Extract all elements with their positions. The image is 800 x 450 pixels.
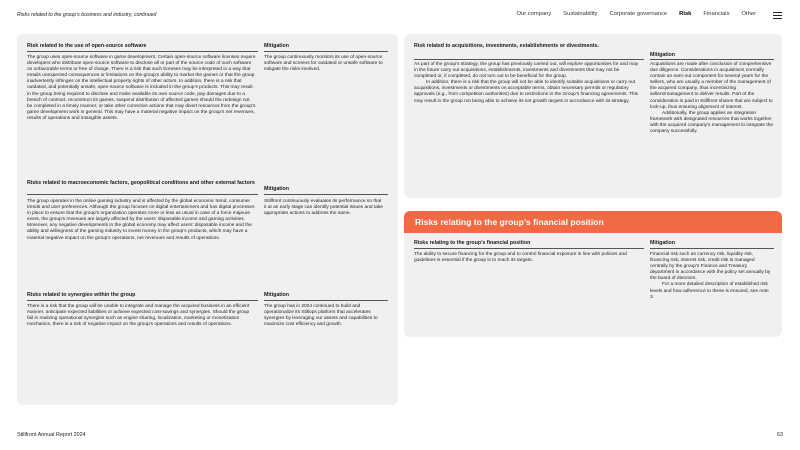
nav-sustainability[interactable]: Sustainability xyxy=(563,11,598,17)
divider xyxy=(650,248,774,249)
synergies-mitigation-title: Mitigation xyxy=(264,292,290,298)
acquisitions-mitigation-text xyxy=(650,62,774,135)
acquisitions-risk-paragraph-1: As part of the group’s strategy, the group has previously carried out, will explore opportunities for and may in the future carry out acquisitions, establishments, investments and divestments that may not be completed or, if completed, do not turn out to be beneficial for the group. xyxy=(414,62,639,80)
macroeconomic-risk-title: Risks related to macroeconomic factors, geopolitical conditions and other external factors xyxy=(27,180,255,186)
acquisitions-mitigation-title: Mitigation xyxy=(650,52,676,58)
divider xyxy=(264,51,388,52)
divider xyxy=(650,59,774,60)
divider xyxy=(27,300,258,301)
divider xyxy=(264,300,388,301)
divider xyxy=(264,194,388,195)
financial-mitigation-text xyxy=(650,252,772,301)
divider xyxy=(27,51,258,52)
divider xyxy=(414,59,644,60)
financial-risk-title: Risks relating to the group’s financial position xyxy=(414,240,531,246)
nav-financials[interactable]: Financials xyxy=(703,11,730,17)
financial-risk-text: The ability to secure financing for the group and to control financial exposure in line with policies and guidelines is essential if the group is to reach its targets. xyxy=(414,252,627,264)
open-source-risk-text: The group uses open-source software in game development. Certain open-source software licenses require developers who distribute open-source software to disclose all or part of the source code of such software on unfavorable terms or free of charge. There is a risk that such licenses may be interpreted in a way that entails unexpected consequences or limitations on the group’s ability to market the games or that the group inadvertently infringes on the intellectual property rights of other actors. In addition, there is a risk that outdated, and potentially unsafe, open-source software is included in the group’s products. This may result in the group being required to disclose and make available its own source code, pay damages due to a breach of contract, reconstruct its games, suspend distribution of affected games should the redesign not be completed in a timely manner, or take other corrective actions that may divert resources from the group’s game development work in general. This may have a material negative impact on the group’s net revenues, results of operations and intangible assets. xyxy=(27,55,256,121)
acquisitions-mitigation-paragraph-1: Acquisitions are made after conclusion of comprehensive due diligence. Considerations in acquisitions normally contain an earn-out component for several years for the sellers, who are usually a member of the management of the acquired company, thus incentivizing sellers/management to deliver results. Part of the consideration is paid in Stillfront shares that are subject to lock-up, thus ensuring alignment of interest. xyxy=(650,62,773,110)
synergies-risk-title: Risks related to synergies within the group xyxy=(27,292,136,298)
divider xyxy=(27,194,258,195)
nav-our-company[interactable]: Our company xyxy=(516,11,552,17)
open-source-risk-title: Risk related to the use of open-source software xyxy=(27,43,147,49)
acquisitions-risk-text xyxy=(414,62,642,105)
financial-position-banner-title: Risks relating to the group’s financial position xyxy=(415,217,604,227)
acquisitions-risk-paragraph-2: In addition, there is a risk that the group will not be able to identify suitable acquisitions or carry out acquisitions, investments or divestments on acceptable terms, obtain necessary permits or regulatory approvals (e.g., from competition authorities) due to restrictions in the Group’s financing agreements. This may result in the group not being able to achieve its set growth targets in accordance with its strategy. xyxy=(414,80,639,104)
report-title: Stillfront Annual Report 2024 xyxy=(17,432,86,438)
acquisitions-risk-title: Risk related to acquisitions, investments, establishments or divestments. xyxy=(414,43,599,49)
financial-position-section xyxy=(404,211,782,337)
nav-risk[interactable]: Risk xyxy=(679,11,692,17)
left-risk-card xyxy=(17,34,398,405)
open-source-mitigation-title: Mitigation xyxy=(264,43,290,49)
macroeconomic-mitigation-text: Stillfront continuously evaluates its performance so that it at an early stage can identify potential issues and take appropriate actions to address the same. xyxy=(264,199,383,217)
financial-mitigation-title: Mitigation xyxy=(650,240,676,246)
acquisitions-risk-card xyxy=(404,34,782,198)
divider xyxy=(414,248,644,249)
top-nav xyxy=(517,11,757,17)
nav-corporate-governance[interactable]: Corporate governance xyxy=(609,11,668,17)
synergies-mitigation-text: The group has in 2024 continued to build and operationalize its Stillops platform that accelerates synergies by leveraging our assets and capabilities to maximize cost efficiency and growth. xyxy=(264,304,378,328)
breadcrumb: Risks related to the group’s business and industry, continued xyxy=(17,12,157,18)
financial-mitigation-paragraph-2: For a more detailed description of established risk levels and how adherence to these is ensured, see note 3. xyxy=(650,282,769,300)
top-bar xyxy=(0,0,800,32)
hamburger-menu-icon[interactable] xyxy=(773,12,782,19)
financial-mitigation-paragraph-1: Financial risk such as currency risk, liquidity risk, financing risk, interest risk, credit risk is managed centrally by the group’s Finance and Treasury department in accordance with the policy set annually by the board of directors. xyxy=(650,252,771,282)
synergies-risk-text: There is a risk that the group will be unable to integrate and manage the acquired business in an efficient manner, anticipate expected liabilities or achieve expected cost-savings and synergies. Should the group fail in realizing operational synergies such as engine sharing, localization, marketing or monetization mechanics, there is a risk of negative impact on the group’s operations and results of operations. xyxy=(27,304,250,328)
nav-other[interactable]: Other xyxy=(741,11,756,17)
macroeconomic-risk-text: The group operates in the online gaming industry and is affected by the global economic trend, consumer trends and user preferences. Although the group focuses on digital entertainment and has digital processes in place to ensure that the group’s organization operates more or less as usual in case of a force majeure event, the group’s revenues are largely affected by the users’ disposable income and gaming activities. Moreover, any negative developments in the global economy may affect users’ disposable income and the ability and willingness of the gaming industry to invest money in the group’s products, which may have a material negative impact on the group’s operations, net revenues and results of operations. xyxy=(27,199,255,241)
acquisitions-mitigation-paragraph-2: Additionally, the group applies an integration framework with designated resources that works together with the acquired company’s management to integrate the company successfully. xyxy=(650,110,774,135)
open-source-mitigation-text: The group continuously monitors its use of open-source software and screens for outdated or unsafe software to mitigate the risks involved. xyxy=(264,55,383,73)
macroeconomic-mitigation-title: Mitigation xyxy=(264,186,290,192)
page-number: 63 xyxy=(777,432,783,438)
